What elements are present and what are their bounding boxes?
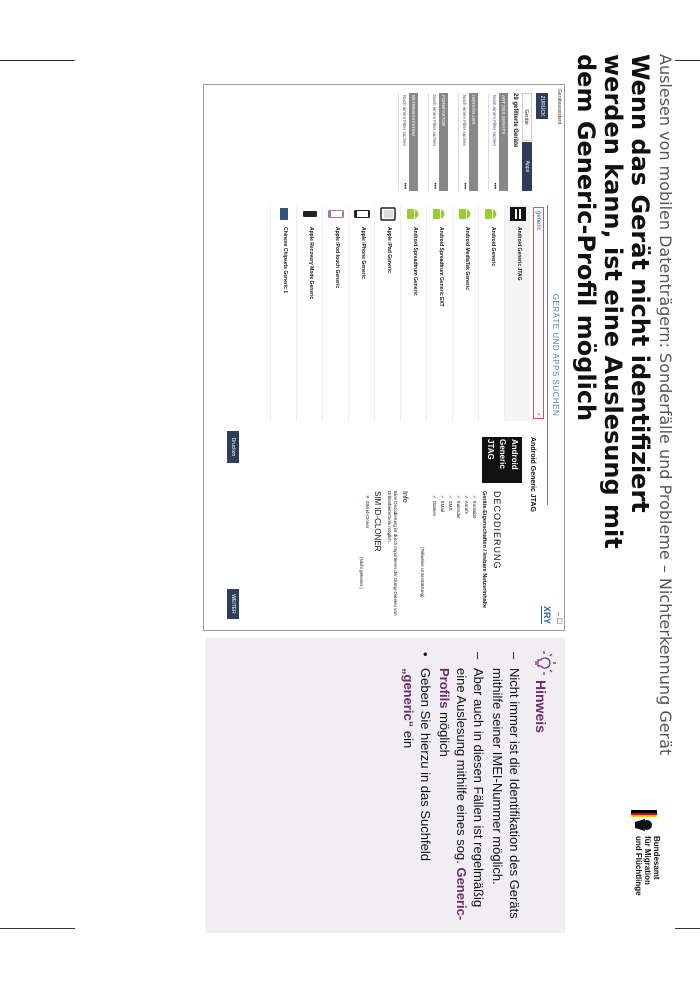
ipad-icon	[380, 207, 396, 221]
back-button[interactable]: ZURÜCK	[536, 93, 548, 119]
device-item[interactable]	[452, 205, 478, 421]
hint-text: möglich	[437, 708, 452, 757]
filter-header: FORMFAKTOR	[439, 93, 448, 191]
jtag-chip-icon	[510, 207, 526, 221]
property-item	[447, 495, 453, 511]
bamf-logo	[619, 810, 663, 900]
search-header: GERÄTE UND APPS SUCHEN	[551, 293, 560, 417]
device-list	[270, 205, 530, 421]
filter-group	[450, 93, 478, 191]
tab-geraete[interactable]: Geräte	[522, 93, 532, 141]
jtag-logo	[482, 437, 522, 483]
device-name: Apple iPad Generic	[386, 227, 392, 273]
filter-group	[390, 93, 418, 191]
sim-cloner-heading: SIM ID-CLONER	[373, 491, 382, 552]
check-icon: ✓	[432, 495, 437, 499]
decoding-heading: DECODIERUNG	[492, 491, 502, 570]
search-value: generic	[535, 211, 541, 231]
device-item[interactable]	[374, 205, 400, 421]
xry-screenshot	[203, 84, 565, 631]
device-item[interactable]	[504, 205, 530, 421]
hint-item	[400, 652, 434, 922]
hint-highlight: Generic-Profils	[437, 668, 469, 921]
sim-cloner-item	[364, 495, 370, 528]
check-icon: ✓	[464, 495, 469, 499]
hint-text: Geben Sie hierzu in das Suchfeld	[418, 668, 433, 861]
device-item[interactable]	[400, 205, 426, 421]
filter-select[interactable]: Nach einem Filter suchen	[428, 93, 439, 191]
filter-group	[420, 93, 448, 191]
bullet-marker: •	[418, 652, 433, 657]
filter-header: ART DES GERÄTS	[499, 93, 508, 191]
hint-highlight: „generic“	[401, 668, 416, 728]
more-dots-icon[interactable]: •••	[401, 182, 407, 189]
more-dots-icon[interactable]: •••	[461, 182, 467, 189]
device-item[interactable]	[478, 205, 504, 421]
device-item[interactable]	[270, 205, 296, 421]
filter-select[interactable]: Nach einem Filter suchen	[398, 93, 409, 191]
property-item	[471, 495, 477, 519]
property-label: SMS	[448, 500, 453, 511]
cross-icon: ✕	[365, 495, 370, 499]
device-search-input[interactable]	[533, 207, 544, 419]
rotated-slide	[75, 50, 675, 950]
next-button[interactable]: WEITER	[227, 589, 239, 619]
found-count: 29 gefilterte Geräte	[512, 93, 518, 148]
info-heading: Info	[401, 491, 408, 503]
property-label: Dateien	[432, 500, 437, 517]
slide-title: Wenn das Gerät nicht identifiziert werden kann, ist eine Auslesung mit dem Generic-Profil möglich	[572, 54, 654, 549]
lightbulb-icon	[531, 650, 557, 676]
device-name: Android Generic JTAG	[516, 227, 522, 281]
more-dots-icon[interactable]: •••	[431, 182, 437, 189]
dash-marker: –	[471, 652, 486, 660]
filter-panel	[388, 93, 508, 191]
hint-text: Nicht immer ist die Identifikation des Geräts mithilfe seiner IMEI-Nummer möglich.	[490, 668, 522, 919]
check-icon: ✓	[440, 495, 445, 499]
tab-bar	[522, 93, 532, 191]
check-icon: ✓	[472, 495, 477, 499]
header-underline	[547, 205, 548, 505]
device-name: Chinese Chipsets Generic 1	[282, 227, 288, 294]
device-name: Android Spreadtrum Generic EXT	[438, 227, 444, 307]
filter-header: BETRIEBSSYSTEM	[409, 93, 418, 191]
device-item[interactable]	[322, 205, 348, 421]
logo-text	[634, 836, 661, 896]
property-item	[455, 495, 461, 519]
hint-item	[489, 652, 523, 922]
logo-line-3: und Flüchtlinge	[634, 836, 643, 896]
device-item[interactable]	[296, 205, 322, 421]
iphone-icon	[354, 207, 370, 221]
logo-line-1: Bundesamt	[652, 836, 661, 880]
property-label: EMail	[440, 500, 445, 513]
check-icon: ✓	[456, 495, 461, 499]
filter-group	[480, 93, 508, 191]
jtag-logo-line: Generic	[498, 439, 507, 469]
print-button[interactable]: Drucken	[227, 431, 239, 463]
dash-marker: –	[507, 652, 522, 660]
info-text: Eine Decodierung ist durch Importieren der Dump-Dateien von Drittanbietertools möglich.	[387, 491, 398, 616]
filter-select[interactable]: Nach einem Filter suchen	[458, 93, 469, 191]
hint-item	[436, 652, 487, 922]
android-icon	[406, 207, 422, 221]
android-icon	[432, 207, 448, 221]
property-label: Kontakte	[472, 500, 477, 519]
xry-brand: XRY	[542, 605, 552, 624]
jtag-logo-line: Android	[510, 439, 519, 470]
device-detail-panel	[209, 427, 544, 623]
clear-search-icon[interactable]: ×	[535, 412, 541, 416]
phone-icon	[302, 207, 318, 221]
device-item[interactable]	[426, 205, 452, 421]
eagle-icon	[631, 810, 657, 832]
sim-cloner-note: (Nicht getestet.)	[359, 557, 364, 589]
filter-header: HERSTELLER	[469, 93, 478, 191]
hint-text: Aber auch in diesen Fällen ist regelmäßig eine Auslesung mithilfe eines sog.	[454, 668, 486, 908]
property-item	[431, 495, 437, 516]
device-name: Android Generic	[490, 227, 496, 267]
logo-line-2: für Migration	[643, 836, 652, 885]
device-name: Android MediaTek Generic	[464, 227, 470, 290]
window-controls[interactable]: – ☐	[555, 611, 562, 624]
device-name: Android Spreadtrum Generic	[412, 227, 418, 296]
window-title: Geräteassistent	[556, 89, 562, 125]
hint-text: ein	[401, 727, 416, 749]
device-name: Apple Recovery Mode Generic	[308, 227, 314, 300]
hint-list	[398, 652, 523, 922]
chip-icon	[276, 207, 292, 221]
hint-title: Hinweis	[533, 680, 549, 733]
more-dots-icon[interactable]: •••	[491, 182, 497, 189]
filter-select[interactable]: Nach einem Filter suchen	[488, 93, 499, 191]
sim-cloner-label: SIM id-Cloner	[365, 500, 370, 529]
jtag-logo-line: JTAG	[486, 439, 495, 460]
property-item	[439, 495, 445, 512]
android-icon	[484, 207, 500, 221]
property-label: Anrufe	[464, 500, 469, 515]
ipod-icon	[328, 207, 344, 221]
tab-apps[interactable]: Apps	[522, 142, 532, 191]
check-icon: ✓	[448, 495, 453, 499]
device-name: Apple iPhone Generic	[360, 227, 366, 279]
partial-support-note: (Teilweise Unterstützung)	[420, 547, 425, 598]
properties-heading: Geräte-Eigenschaften / lesbare Nutzerinhalte	[481, 491, 487, 609]
property-item	[463, 495, 469, 514]
device-name: Apple iPod touch Generic	[334, 227, 340, 289]
property-label: Kalender	[456, 500, 461, 519]
device-item[interactable]	[348, 205, 374, 421]
slide-subtitle: Auslesen von mobilen Datenträgern: Sonderfälle und Probleme – Nichterkennung Gerät	[656, 54, 675, 756]
hint-box	[205, 638, 565, 933]
android-icon	[458, 207, 474, 221]
detail-device-title: Android Generic JTAG	[529, 437, 536, 512]
